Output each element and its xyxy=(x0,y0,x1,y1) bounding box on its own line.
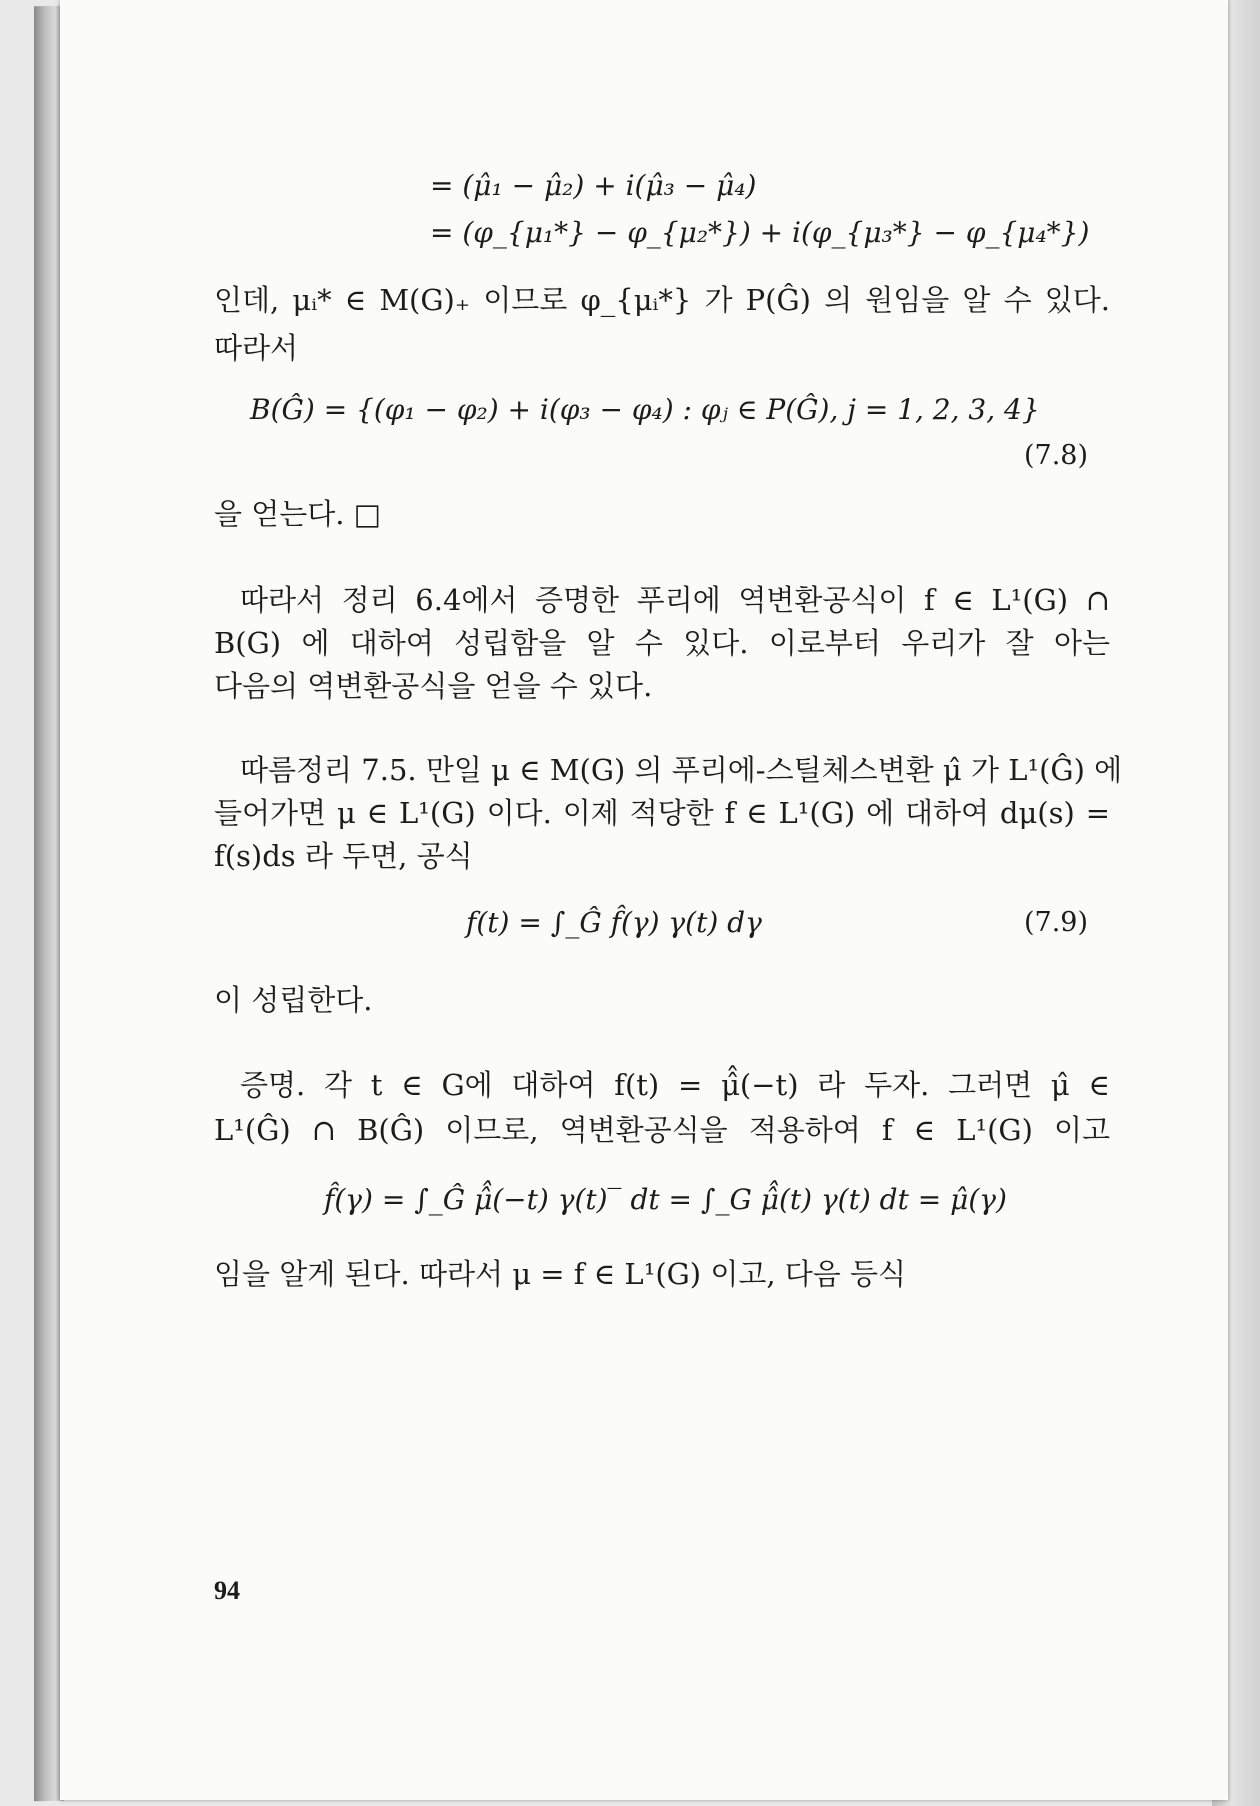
equation-number-7-8: (7.8) xyxy=(1023,440,1088,471)
paragraph-line: 따라서 xyxy=(214,331,299,365)
paragraph-line: 따라서 정리 6.4에서 증명한 푸리에 역변환공식이 f ∈ L¹(G) ∩ xyxy=(240,583,1110,617)
corollary-line: 따름정리 7.5. 만일 μ ∈ M(G) 의 푸리에-스틸체스변환 μ̂ 가 L¹(Ĝ) 에 xyxy=(240,753,1123,787)
page-number: 94 xyxy=(214,1576,240,1605)
corollary-line: f(s)ds 라 두면, 공식 xyxy=(214,839,473,873)
paragraph-line: 이 성립한다. xyxy=(214,983,373,1017)
page-content xyxy=(60,0,1228,1800)
proof-line: 임을 알게 된다. 따라서 μ = f ∈ L¹(G) 이고, 다음 등식 xyxy=(214,1257,907,1291)
equation-line-2: = (φ_{μ₁*} − φ_{μ₂*}) + i(φ_{μ₃*} − φ_{μ₄*}) xyxy=(430,216,1090,249)
equation-proof: f̂(γ) = ∫_Ĝ μ̂̂(−t) γ(t)‾ dt = ∫_G μ̂̂(t) γ(t) dt = μ̂(γ) xyxy=(324,1183,1007,1216)
paragraph-line: B(G) 에 대하여 성립함을 알 수 있다. 이로부터 우리가 잘 아는 xyxy=(214,626,1110,660)
equation-line-1: = (μ̂₁ − μ̂₂) + i(μ̂₃ − μ̂₄) xyxy=(430,169,757,202)
equation-7-9: f(t) = ∫_Ĝ f̂(γ) γ(t) dγ xyxy=(466,906,762,939)
paragraph-line: 인데, μᵢ* ∈ M(G)₊ 이므로 φ_{μᵢ*} 가 P(Ĝ) 의 원임을 알 수 있다. xyxy=(214,283,1110,317)
corollary-line: 들어가면 μ ∈ L¹(G) 이다. 이제 적당한 f ∈ L¹(G) 에 대하여 dμ(s) = xyxy=(214,796,1110,830)
paragraph-line: 을 얻는다. □ xyxy=(214,497,382,531)
equation-number-7-9: (7.9) xyxy=(1023,907,1088,938)
equation-7-8: B(Ĝ) = {(φ₁ − φ₂) + i(φ₃ − φ₄) : φⱼ ∈ P(Ĝ), j = 1, 2, 3, 4} xyxy=(250,393,1040,426)
proof-line: 증명. 각 t ∈ G에 대하여 f(t) = μ̂̂(−t) 라 두자. 그러면 μ̂ ∈ xyxy=(240,1068,1110,1102)
proof-line: L¹(Ĝ) ∩ B(Ĝ) 이므로, 역변환공식을 적용하여 f ∈ L¹(G) 이고 xyxy=(214,1113,1110,1147)
book-page xyxy=(60,0,1228,1800)
paragraph-line: 다음의 역변환공식을 얻을 수 있다. xyxy=(214,669,653,703)
